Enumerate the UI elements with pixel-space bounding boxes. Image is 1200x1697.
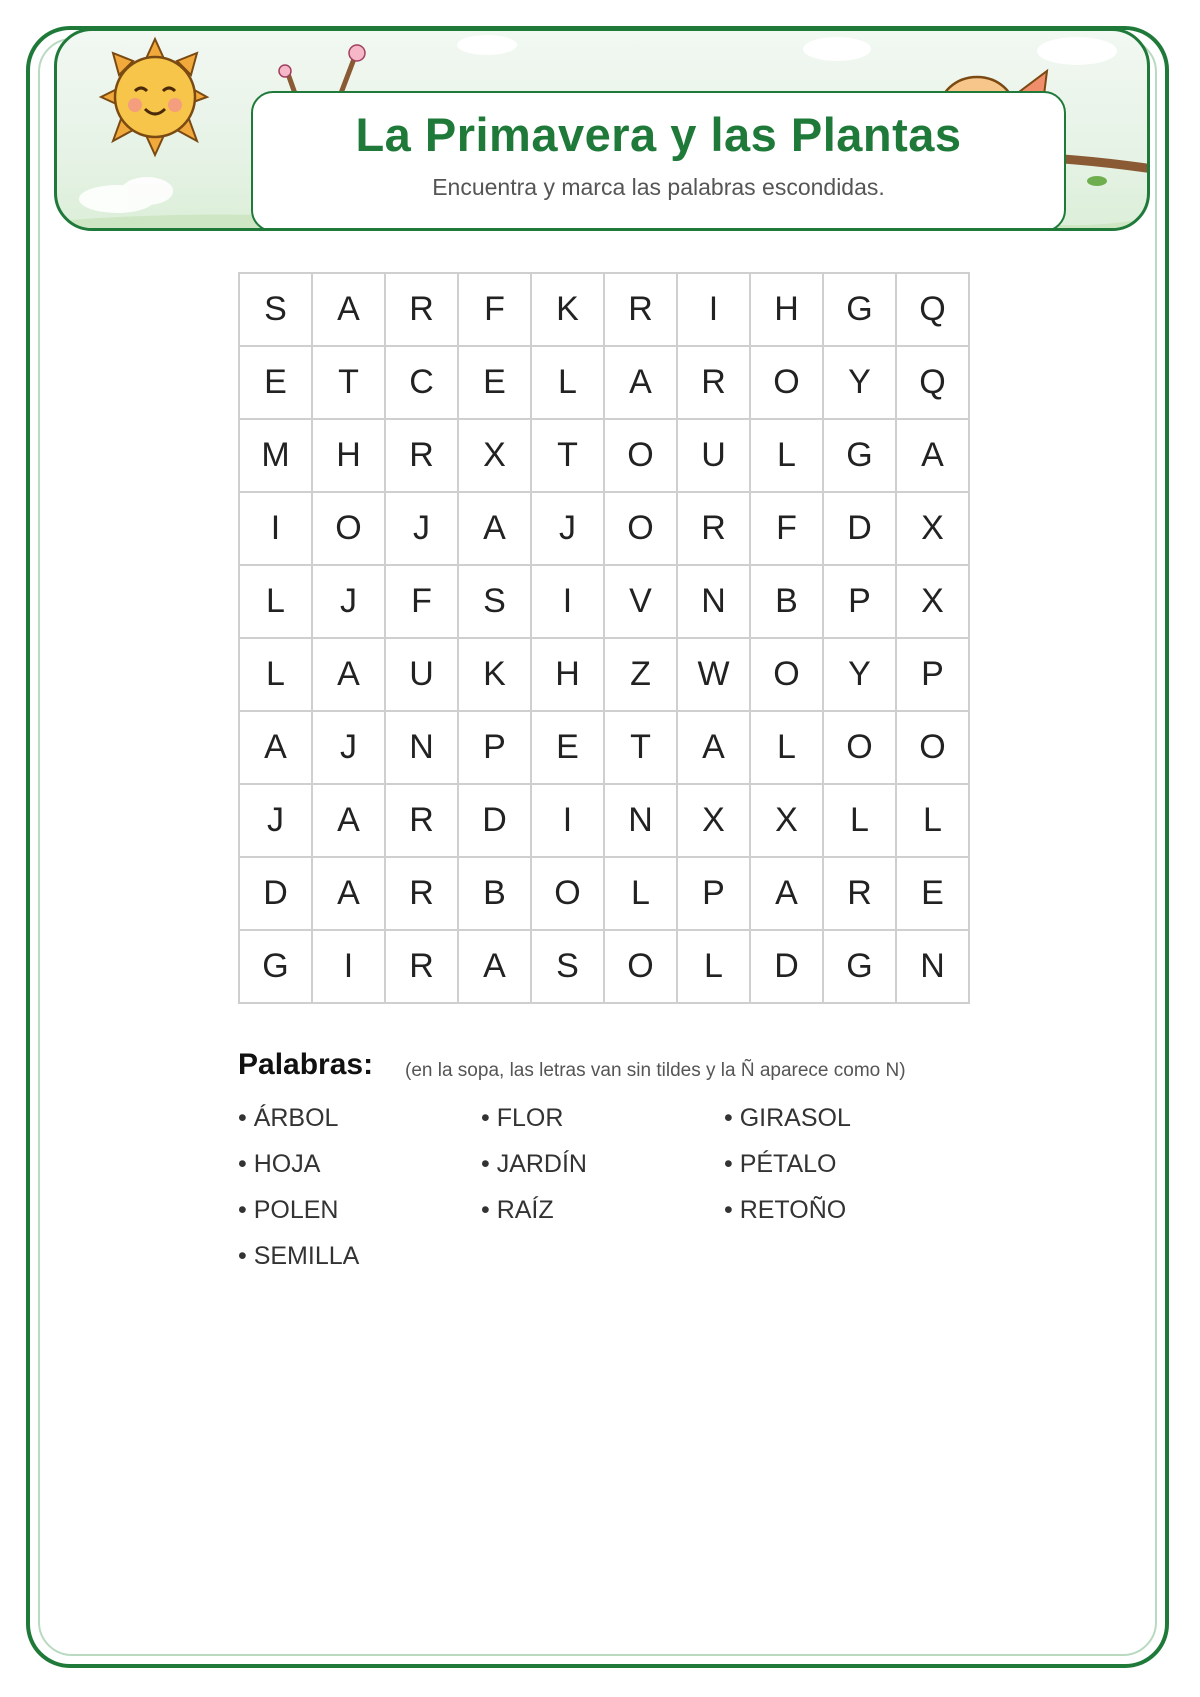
grid-cell[interactable]: R [386, 420, 459, 493]
grid-cell[interactable]: W [678, 639, 751, 712]
grid-cell[interactable]: O [751, 347, 824, 420]
grid-cell[interactable]: B [459, 858, 532, 931]
grid-cell[interactable]: N [605, 785, 678, 858]
grid-cell[interactable]: F [386, 566, 459, 639]
grid-cell[interactable]: J [532, 493, 605, 566]
grid-cell[interactable]: O [897, 712, 970, 785]
grid-cell[interactable]: N [897, 931, 970, 1004]
grid-cell[interactable]: F [459, 274, 532, 347]
grid-cell[interactable]: N [386, 712, 459, 785]
grid-cell[interactable]: V [605, 566, 678, 639]
word-item: • RETOÑO [724, 1193, 967, 1227]
grid-cell[interactable]: B [751, 566, 824, 639]
word-list [238, 1101, 968, 1273]
grid-cell[interactable]: Y [824, 639, 897, 712]
grid-cell[interactable]: E [240, 347, 313, 420]
grid-cell[interactable]: Z [605, 639, 678, 712]
word-item: • SEMILLA [238, 1239, 481, 1273]
grid-cell[interactable]: A [313, 785, 386, 858]
header-banner [54, 28, 1150, 231]
grid-cell[interactable]: O [605, 931, 678, 1004]
grid-cell[interactable]: T [605, 712, 678, 785]
grid-cell[interactable]: L [240, 566, 313, 639]
grid-cell[interactable]: D [751, 931, 824, 1004]
word-search-grid [238, 272, 970, 1004]
grid-cell[interactable]: R [386, 858, 459, 931]
grid-cell[interactable]: D [459, 785, 532, 858]
grid-cell[interactable]: A [459, 493, 532, 566]
grid-cell[interactable]: I [532, 785, 605, 858]
grid-cell[interactable]: R [386, 274, 459, 347]
grid-cell[interactable]: O [605, 420, 678, 493]
grid-cell[interactable]: Q [897, 347, 970, 420]
grid-cell[interactable]: G [240, 931, 313, 1004]
grid-cell[interactable]: P [459, 712, 532, 785]
page-title: La Primavera y las Plantas [355, 108, 962, 161]
grid-cell[interactable]: R [605, 274, 678, 347]
grid-cell[interactable]: P [678, 858, 751, 931]
page-subtitle: Encuentra y marca las palabras escondidas. [432, 174, 885, 200]
grid-cell[interactable]: C [386, 347, 459, 420]
grid-cell[interactable]: I [678, 274, 751, 347]
grid-cell[interactable]: K [459, 639, 532, 712]
word-list-note: (en la sopa, las letras van sin tildes y la Ñ aparece como N) [405, 1060, 906, 1081]
grid-cell[interactable]: M [240, 420, 313, 493]
grid-cell[interactable]: A [751, 858, 824, 931]
grid-cell[interactable]: Q [897, 274, 970, 347]
grid-cell[interactable]: T [313, 347, 386, 420]
grid-cell[interactable]: R [678, 347, 751, 420]
grid-cell[interactable]: R [824, 858, 897, 931]
grid-cell[interactable]: D [240, 858, 313, 931]
grid-cell[interactable]: O [751, 639, 824, 712]
title-box [251, 91, 1066, 231]
grid-cell[interactable]: A [897, 420, 970, 493]
grid-cell[interactable]: H [313, 420, 386, 493]
grid-cell[interactable]: P [824, 566, 897, 639]
grid-cell[interactable]: R [386, 931, 459, 1004]
word-item: • FLOR [481, 1101, 724, 1135]
grid-cell[interactable]: F [751, 493, 824, 566]
grid-cell[interactable]: A [240, 712, 313, 785]
grid-cell[interactable]: S [240, 274, 313, 347]
word-item: • GIRASOL [724, 1101, 967, 1135]
grid-cell[interactable]: E [459, 347, 532, 420]
grid-cell[interactable]: J [313, 566, 386, 639]
grid-cell[interactable]: G [824, 274, 897, 347]
word-item: • RAÍZ [481, 1193, 724, 1227]
grid-cell[interactable]: A [678, 712, 751, 785]
grid-cell[interactable]: S [532, 931, 605, 1004]
grid-cell[interactable]: T [532, 420, 605, 493]
grid-cell[interactable]: L [605, 858, 678, 931]
grid-cell[interactable]: H [751, 274, 824, 347]
grid-cell[interactable]: S [459, 566, 532, 639]
grid-cell[interactable]: P [897, 639, 970, 712]
grid-cell[interactable]: A [605, 347, 678, 420]
grid-cell[interactable]: E [532, 712, 605, 785]
grid-cell[interactable]: L [897, 785, 970, 858]
grid-cell[interactable]: I [240, 493, 313, 566]
grid-cell[interactable]: L [678, 931, 751, 1004]
grid-cell[interactable]: O [605, 493, 678, 566]
grid-cell[interactable]: G [824, 931, 897, 1004]
grid-cell[interactable]: I [313, 931, 386, 1004]
grid-cell[interactable]: O [532, 858, 605, 931]
grid-cell[interactable]: X [897, 566, 970, 639]
grid-cell[interactable]: L [751, 420, 824, 493]
grid-cell[interactable]: R [386, 785, 459, 858]
grid-cell[interactable]: H [532, 639, 605, 712]
grid-cell[interactable]: U [678, 420, 751, 493]
grid-cell[interactable]: J [313, 712, 386, 785]
grid-cell[interactable]: A [459, 931, 532, 1004]
sun-icon [101, 39, 207, 155]
grid-cell[interactable]: G [824, 420, 897, 493]
grid-cell[interactable]: X [751, 785, 824, 858]
grid-cell[interactable]: L [824, 785, 897, 858]
grid-cell[interactable]: R [678, 493, 751, 566]
grid-cell[interactable]: J [386, 493, 459, 566]
grid-cell[interactable]: L [240, 639, 313, 712]
grid-cell[interactable]: A [313, 858, 386, 931]
grid-cell[interactable]: X [897, 493, 970, 566]
grid-cell[interactable]: D [824, 493, 897, 566]
grid-cell[interactable]: N [678, 566, 751, 639]
grid-cell[interactable]: A [313, 274, 386, 347]
grid-cell[interactable]: E [897, 858, 970, 931]
grid-cell[interactable]: X [459, 420, 532, 493]
grid-cell[interactable]: K [532, 274, 605, 347]
grid-cell[interactable]: Y [824, 347, 897, 420]
word-item: • POLEN [238, 1193, 481, 1227]
word-item: • PÉTALO [724, 1147, 967, 1181]
grid-cell[interactable]: X [678, 785, 751, 858]
word-list-heading: Palabras: [238, 1048, 374, 1081]
grid-cell[interactable]: O [313, 493, 386, 566]
word-item: • HOJA [238, 1147, 481, 1181]
grid-cell[interactable]: L [751, 712, 824, 785]
grid-cell[interactable]: U [386, 639, 459, 712]
grid-cell[interactable]: O [824, 712, 897, 785]
word-item: • JARDÍN [481, 1147, 724, 1181]
grid-cell[interactable]: I [532, 566, 605, 639]
grid-cell[interactable]: L [532, 347, 605, 420]
grid-cell[interactable]: J [240, 785, 313, 858]
word-item: • ÁRBOL [238, 1101, 481, 1135]
grid-cell[interactable]: A [313, 639, 386, 712]
